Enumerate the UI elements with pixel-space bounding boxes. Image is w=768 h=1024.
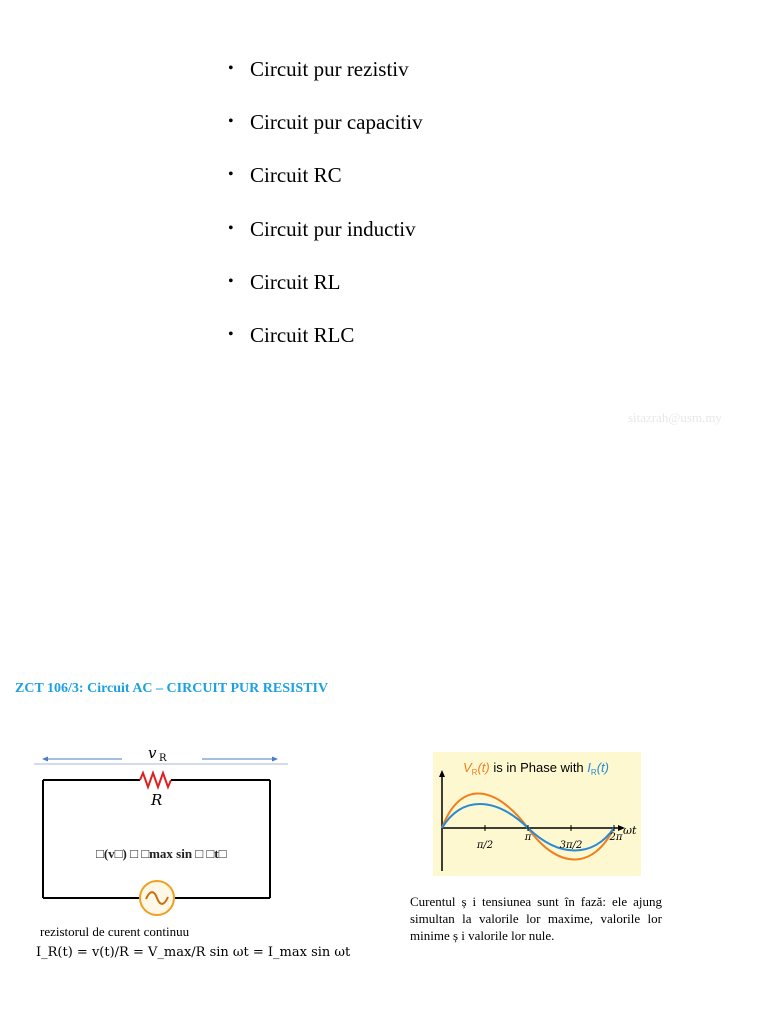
resistor-caption: rezistorul de curent continuu bbox=[40, 924, 190, 939]
resistive-circuit-diagram bbox=[30, 740, 300, 920]
phase-chart bbox=[433, 752, 643, 876]
resistor-symbol bbox=[140, 773, 171, 787]
slide-title: ZCT 106/3: Circuit AC – CIRCUIT PUR RESISTIV bbox=[15, 681, 329, 696]
topic-list bbox=[228, 54, 423, 373]
tick-2pi: 2π bbox=[609, 832, 623, 843]
topic-item: • Circuit RC bbox=[228, 160, 423, 213]
resistor-label: R bbox=[151, 791, 163, 809]
topic-item: • Circuit pur capacitiv bbox=[228, 107, 423, 160]
voltage-subscript: R bbox=[159, 753, 167, 764]
topic-item: • Circuit pur rezistiv bbox=[228, 54, 423, 107]
arrow-left-head bbox=[42, 757, 48, 762]
tick-3pi-half: 3π/2 bbox=[559, 840, 583, 851]
topic-item: • Circuit RL bbox=[228, 267, 423, 320]
tick-pi: π bbox=[524, 832, 532, 843]
voltage-label: v bbox=[148, 744, 157, 762]
current-formula: I_R(t) = v(t)/R = V_max/R sin ωt = I_max sin ωt bbox=[36, 945, 351, 960]
chart-title: $V_R(t)$ is in Phase with $I_R(t)$ bbox=[463, 760, 609, 777]
x-axis-label: ωt bbox=[623, 824, 637, 837]
tick-pi-half: π/2 bbox=[476, 840, 494, 851]
phase-caption: Curentul ș i tensiunea sunt în fază: ele ajung simultan la valorile lor maxime, valorile lor minime ș i valorile lor nule. bbox=[410, 894, 662, 943]
watermark-email: sitazrah@usm.my bbox=[628, 410, 722, 425]
topic-item: • Circuit pur inductiv bbox=[228, 214, 423, 267]
circuit-equation: □(v□) □ □max sin □ □t□ bbox=[96, 846, 227, 861]
topic-item: • Circuit RLC bbox=[228, 320, 423, 373]
arrow-right-head bbox=[272, 757, 278, 762]
